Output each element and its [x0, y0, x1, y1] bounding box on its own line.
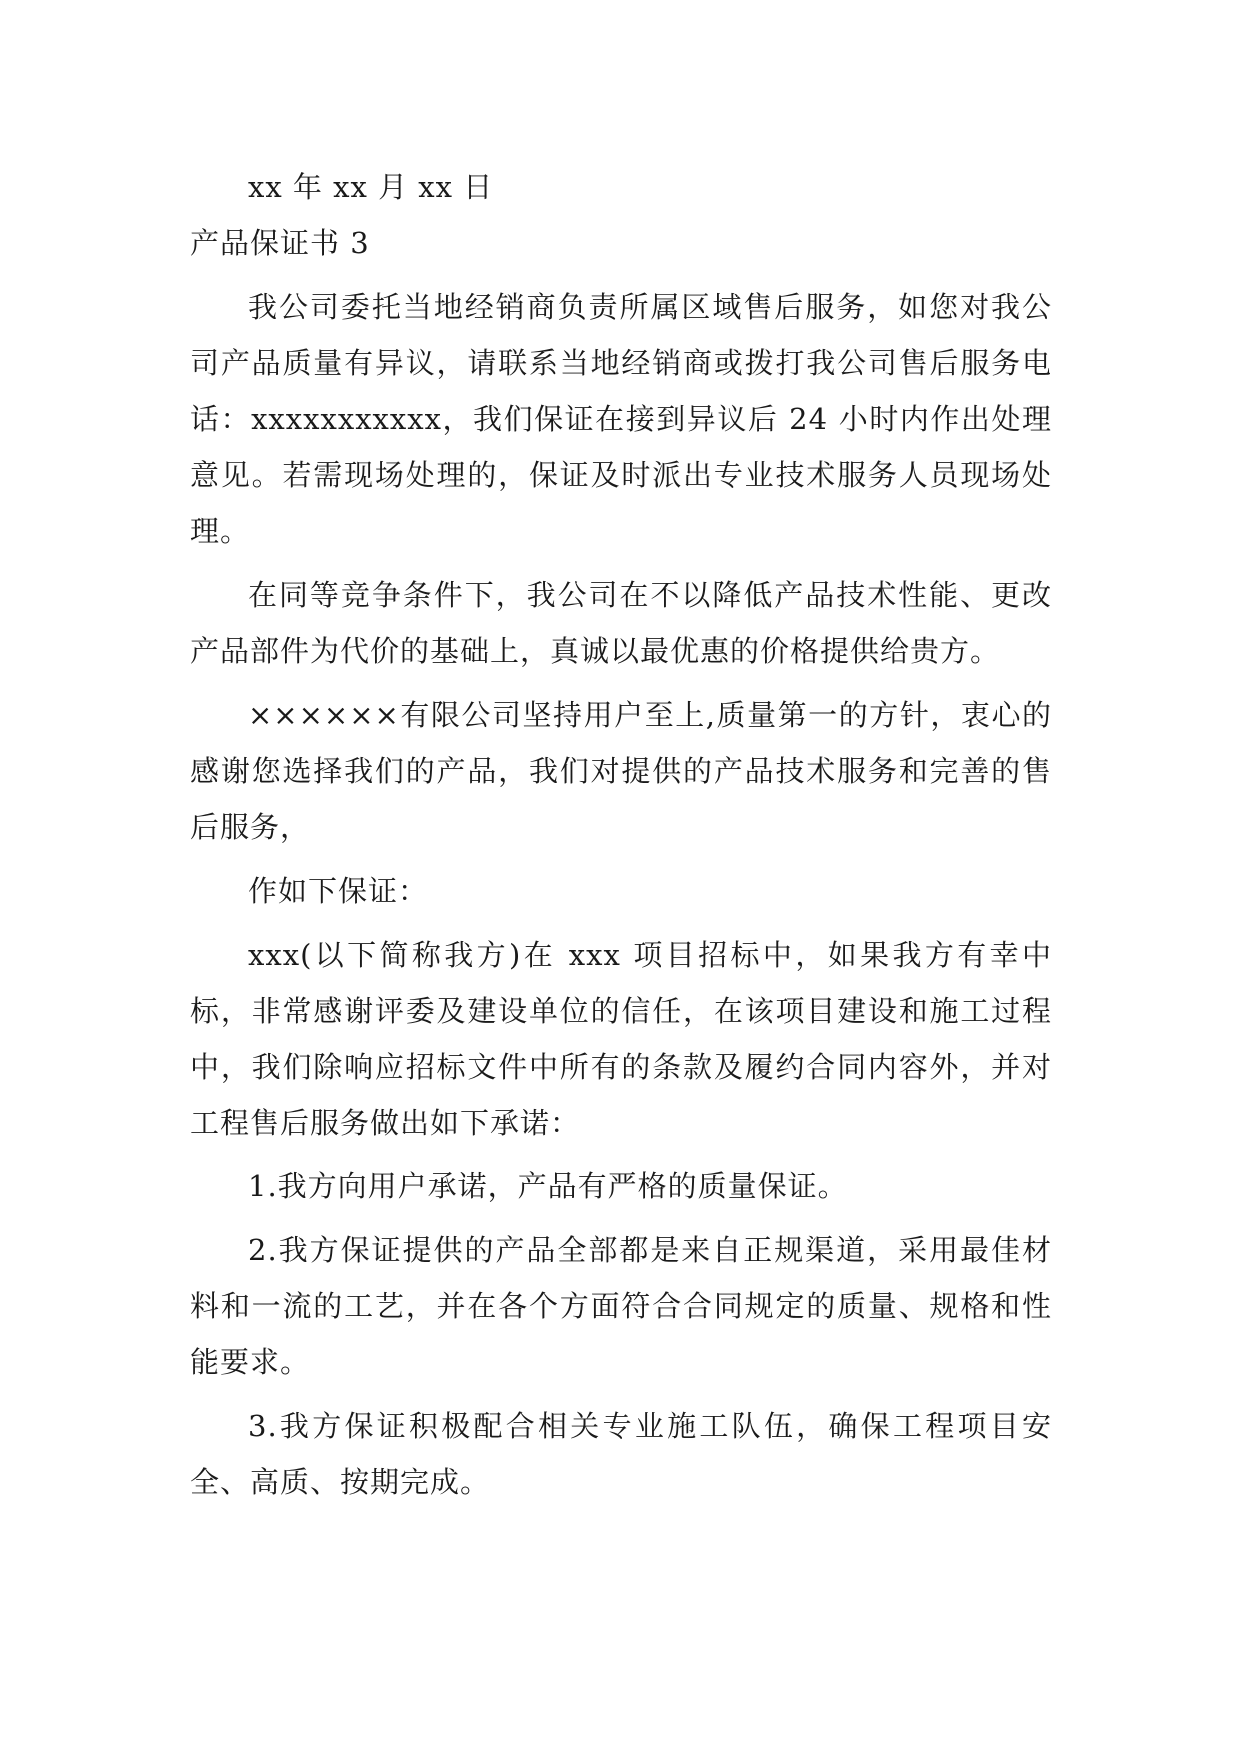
- paragraph-guarantee-intro: 作如下保证：: [248, 873, 429, 908]
- document-body: [190, 160, 1052, 1511]
- paragraph-service: 我公司委托当地经销商负责所属区域售后服务，如您对我公司产品质量有异议，请联系当地经销商或拨打我公司售后服务电话：xxxxxxxxxxx，我们保证在接到异议后 24 小时内作出处理意见。若需现场处理的，保证及时派出专业技术服务人员现场处理。: [190, 289, 1052, 548]
- paragraph-commitment: ××××××有限公司坚持用户至上,质量第一的方针，衷心的感谢您选择我们的产品，我们对提供的产品技术服务和完善的售后服务，: [190, 697, 1052, 844]
- date-line: xx 年 xx 月 xx 日: [248, 170, 494, 204]
- list-item-3: 3.我方保证积极配合相关专业施工队伍，确保工程项目安全、高质、按期完成。: [190, 1409, 1052, 1500]
- document-title: 产品保证书 3: [190, 225, 370, 260]
- list-item-1: 1.我方向用户承诺，产品有严格的质量保证。: [248, 1169, 848, 1204]
- paragraph-pricing: 在同等竞争条件下，我公司在不以降低产品技术性能、更改产品部件为代价的基础上，真诚以最优惠的价格提供给贵方。: [190, 577, 1052, 668]
- paragraph-bid: xxx(以下简称我方)在 xxx 项目招标中，如果我方有幸中标，非常感谢评委及建设单位的信任，在该项目建设和施工过程中，我们除响应招标文件中所有的条款及履约合同内容外，并对工程售后服务做出如下承诺：: [190, 937, 1052, 1140]
- list-item-2: 2.我方保证提供的产品全部都是来自正规渠道，采用最佳材料和一流的工艺，并在各个方面符合合同规定的质量、规格和性能要求。: [190, 1233, 1052, 1380]
